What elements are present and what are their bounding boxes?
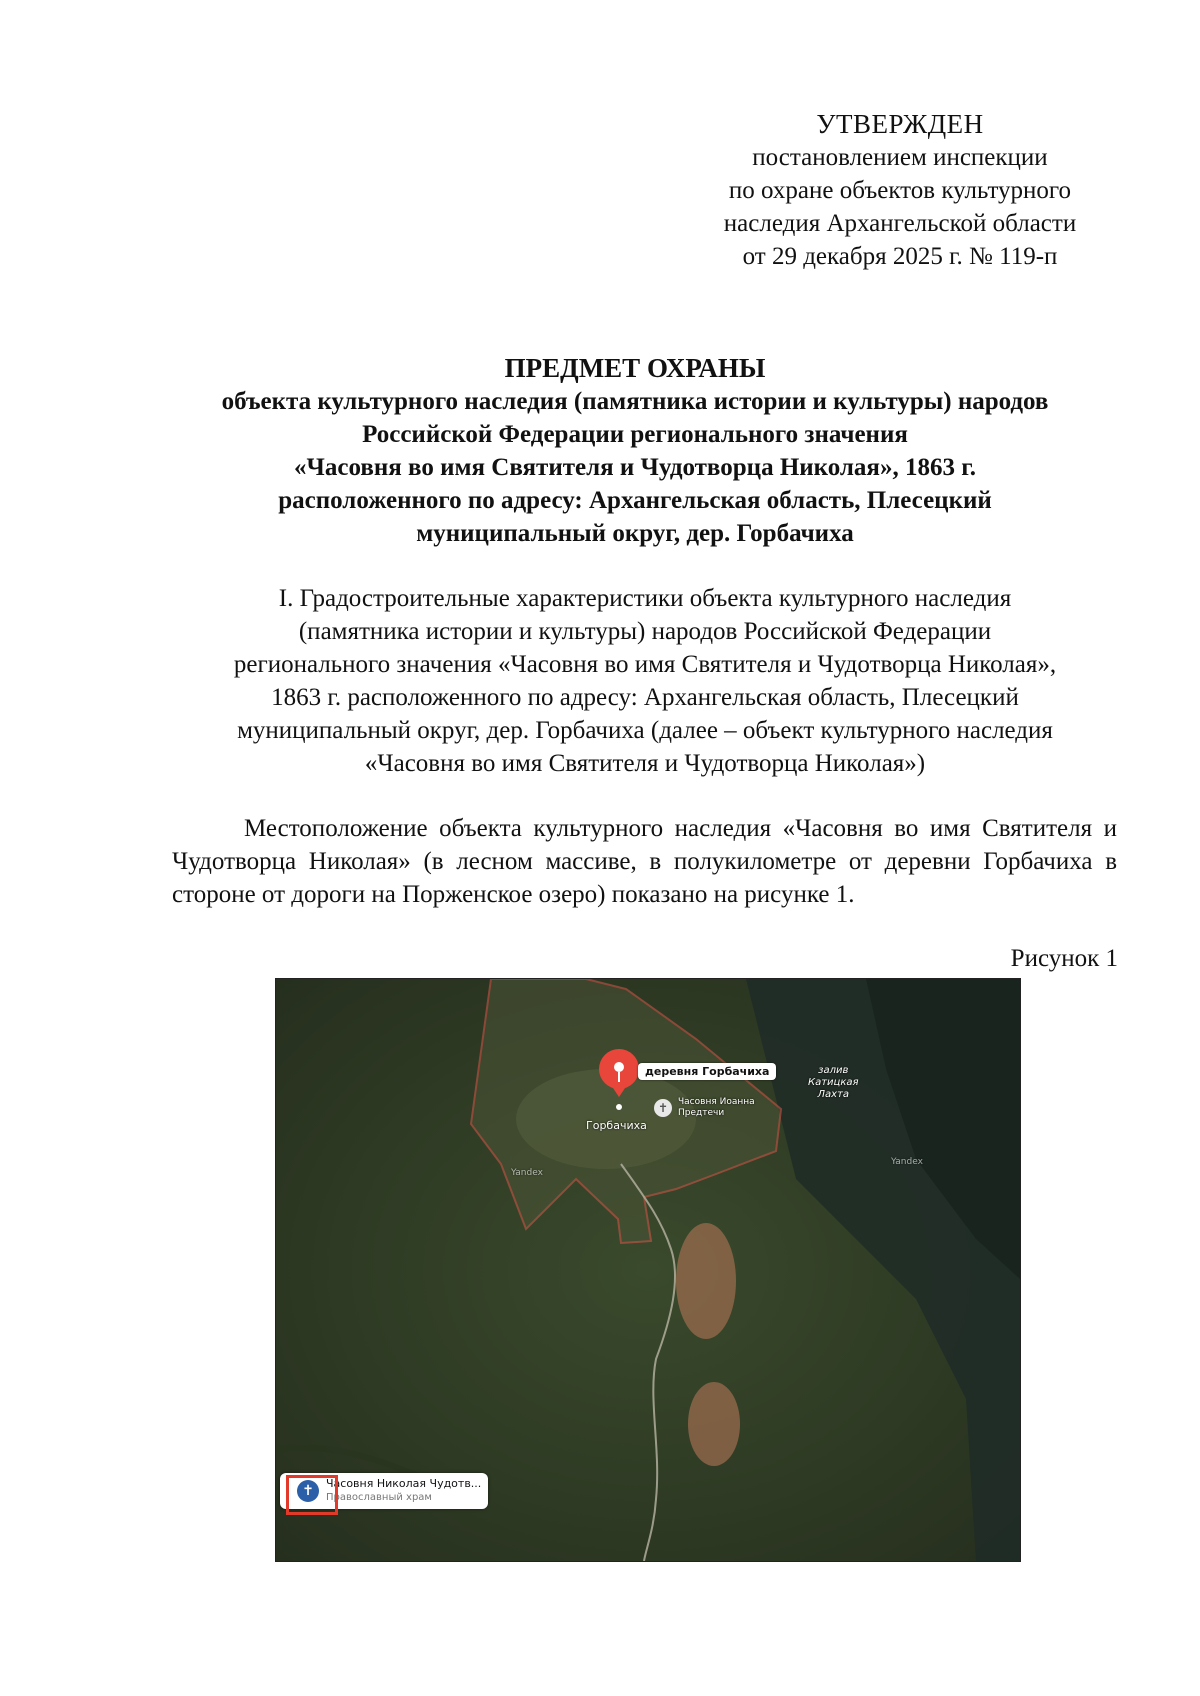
heading-line: расположенного по адресу: Архангельская область, Плесецкий	[278, 487, 992, 514]
field-patch	[676, 1223, 736, 1339]
highlight-marker	[286, 1475, 338, 1515]
village-label: Горбачиха	[586, 1119, 647, 1132]
section-heading	[170, 582, 1120, 780]
bay-label	[808, 1065, 859, 1101]
heading-line: «Часовня во имя Святителя и Чудотворца Николая», 1863 г.	[294, 454, 976, 481]
approval-line: наследия Архангельской области	[723, 210, 1077, 237]
satellite-map[interactable]	[275, 978, 1021, 1562]
section-line: 1863 г. расположенного по адресу: Архангельская область, Плесецкий	[271, 684, 1019, 711]
heading-line: Российской Федерации регионального значения	[362, 421, 908, 448]
section-line: (памятника истории и культуры) народов Российской Федерации	[298, 618, 992, 645]
document-heading	[150, 352, 1120, 550]
chapel-poi-icon: ✝	[654, 1099, 672, 1117]
approval-line: от 29 декабря 2025 г. № 119-п	[742, 243, 1058, 270]
pin-callout[interactable]: деревня Горбачиха	[638, 1063, 776, 1080]
poi-label: Предтечи	[678, 1108, 725, 1118]
section-line: муниципальный округ, дер. Горбачиха (далее – объект культурного наследия	[237, 717, 1053, 744]
approval-line: постановлением инспекции	[752, 144, 1048, 171]
map-watermark: Yandex	[891, 1157, 923, 1167]
section-line: «Часовня во имя Святителя и Чудотворца Николая»)	[364, 750, 926, 777]
bay-label-line: Лахта	[817, 1089, 850, 1100]
section-line: I. Градостроительные характеристики объекта культурного наследия	[278, 585, 1012, 612]
card-title: Часовня Николая Чудотв...	[326, 1477, 482, 1490]
approval-block	[660, 108, 1140, 273]
approval-title: УТВЕРЖДЕН	[816, 109, 984, 139]
bay-label-line: залив	[818, 1065, 849, 1076]
location-paragraph: Местоположение объекта культурного наследия «Часовня во имя Святителя и Чудотворца Николая» (в лесном массиве, в полукилометре от деревни Горбачиха в стороне от дороги на Порженское озеро) показано на рисунке 1.	[172, 815, 1117, 908]
heading-line: муниципальный округ, дер. Горбачиха	[416, 520, 854, 547]
figure-caption: Рисунок 1	[1010, 945, 1118, 972]
bay-label-line: Катицкая	[808, 1077, 859, 1088]
cross-icon: ✝	[297, 1480, 319, 1502]
poi-label: Часовня Иоанна	[678, 1097, 755, 1107]
section-line: регионального значения «Часовня во имя Святителя и Чудотворца Николая»,	[233, 651, 1057, 678]
page-title: ПРЕДМЕТ ОХРАНЫ	[504, 353, 766, 383]
approval-line: по охране объектов культурного	[728, 177, 1072, 204]
field-patch	[688, 1382, 740, 1466]
card-subtitle: Православный храм	[326, 1492, 432, 1503]
poi-chapel-john[interactable]	[657, 1097, 755, 1119]
map-watermark: Yandex	[511, 1168, 543, 1178]
heading-line: объекта культурного наследия (памятника истории и культуры) народов	[221, 388, 1049, 415]
